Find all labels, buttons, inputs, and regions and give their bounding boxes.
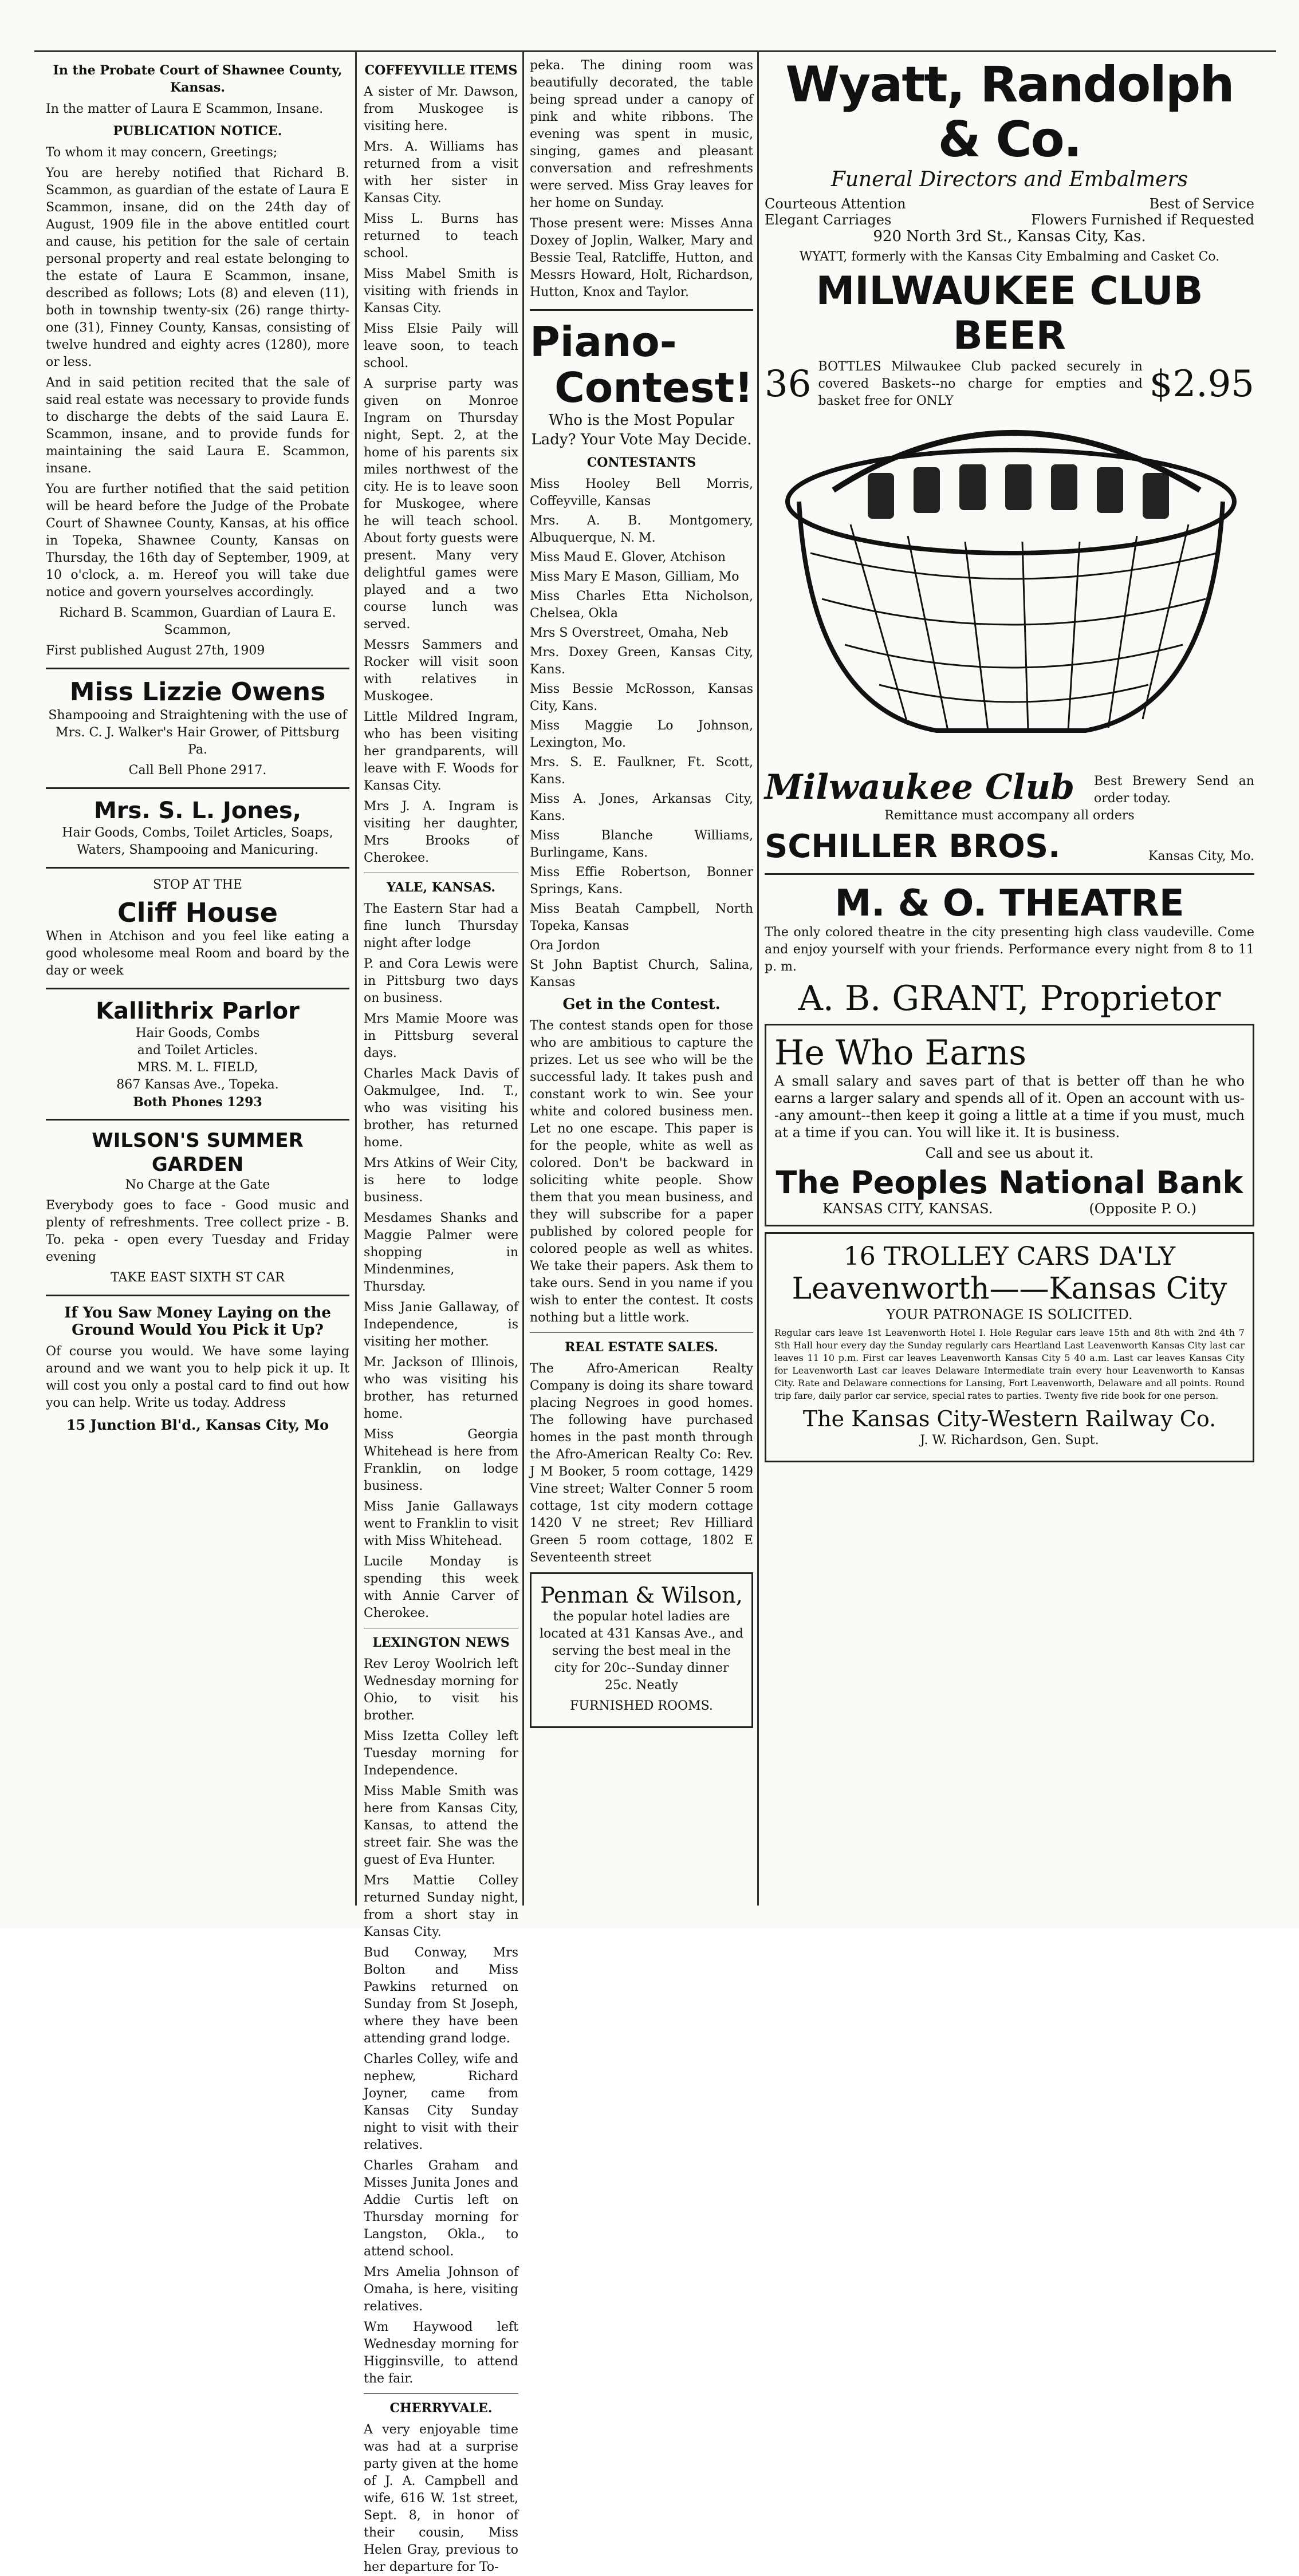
news-item: Little Mildred Ingram, who has been visiting her grandparents, will leave with F. Woods for Kansas City. xyxy=(364,710,518,793)
probate-matter: In the matter of Laura E Scammon, Insane. xyxy=(46,102,324,116)
earns-title: He Who Earns xyxy=(774,1033,1027,1073)
news-item: Mrs Mamie Moore was in Pittsburg several days. xyxy=(364,1012,518,1060)
probate-heading: In the Probate Court of Shawnee County, Kansas. xyxy=(53,63,343,95)
milwaukee-desc: BOTTLES Milwaukee Club packed securely in covered Baskets--no charge for empties and basket free for ONLY xyxy=(818,360,1143,408)
yale-heading: YALE, KANSAS. xyxy=(386,880,496,895)
jones-text: Hair Goods, Combs, Toilet Articles, Soaps, Waters, Shampooing and Manicuring. xyxy=(62,826,333,857)
column-1 xyxy=(46,57,349,1906)
milwaukee-title: MILWAUKEE CLUB BEER xyxy=(816,269,1203,358)
news-item: Mr. Jackson of Illinois, who was visiting his brother, has returned home. xyxy=(364,1355,518,1421)
theatre-title: M. & O. THEATRE xyxy=(834,882,1184,925)
milwaukee-club-row xyxy=(765,767,1254,807)
news-item: Miss Janie Gallaways went to Franklin to visit with Miss Whitehead. xyxy=(364,1500,518,1548)
cliff-stop: STOP AT THE xyxy=(153,878,242,892)
news-item: Charles Graham and Misses Junita Jones and Addie Curtis left on Thursday morning for Langston, Okla., to attend school. xyxy=(364,2159,518,2259)
news-item: Miss L. Burns has returned to teach school. xyxy=(364,212,518,261)
penman-box xyxy=(530,1572,753,1728)
kallithrix-line: and Toilet Articles. xyxy=(137,1043,258,1058)
get-in-contest: Get in the Contest. xyxy=(562,996,721,1013)
notice-published: First published August 27th, 1909 xyxy=(46,644,265,658)
cherryvale-heading: CHERRYVALE. xyxy=(389,2401,493,2416)
milwaukee-offer xyxy=(765,358,1254,410)
news-item: A surprise party was given on Monroe Ingram on Thursday night, Sept. 2, at the home of his parents six miles northwest of the city. He is to leave soon for Muskogee, where he will teach school. About forty guests were present. Many very delightful games were played and a two course lunch was served. xyxy=(364,377,518,632)
contest-title: Contest! xyxy=(554,364,753,412)
piano-title: Piano- xyxy=(530,318,677,366)
contestant-entry: St John Baptist Church, Salina, Kansas xyxy=(530,958,753,989)
news-item: Miss Mabel Smith is visiting with friends in Kansas City. xyxy=(364,267,518,315)
milwaukee-count: 36 xyxy=(765,363,812,405)
wilson-text: Everybody goes to face - Good music and plenty of refreshments. Tree collect prize - B. To. peka - open every Tuesday and Friday evening xyxy=(46,1198,349,1264)
who-popular: Who is the Most Popular Lady? Your Vote May Decide. xyxy=(531,412,752,448)
trolley-patronage: YOUR PATRONAGE IS SOLICITED. xyxy=(886,1307,1133,1323)
contestants-heading: CONTESTANTS xyxy=(586,455,696,470)
jones-title: Mrs. S. L. Jones, xyxy=(94,798,301,824)
wyatt-address: 920 North 3rd St., Kansas City, Kas. xyxy=(873,228,1146,245)
news-item: Mrs J. A. Ingram is visiting her daughter, Mrs Brooks of Cherokee. xyxy=(364,799,518,865)
column-rule xyxy=(757,52,759,1906)
column-4 xyxy=(765,57,1254,1906)
wyatt-line: Best of Service xyxy=(1149,196,1254,212)
theatre-text: The only colored theatre in the city presenting high class vaudeville. Come and enjoy yourself with your friends. Performance every night from 8 to 11 p. m. xyxy=(765,925,1254,974)
contestant-entry: Miss Maud E. Glover, Atchison xyxy=(530,550,726,565)
news-item: Miss Georgia Whitehead is here from Franklin, on lodge business. xyxy=(364,1427,518,1493)
wyatt-line: Courteous Attention xyxy=(765,196,906,212)
money-address: 15 Junction Bl'd., Kansas City, Mo xyxy=(66,1417,329,1433)
milwaukee-club-side: Best Brewery Send an order today. xyxy=(1094,774,1254,806)
beer-basket-illustration xyxy=(765,410,1254,765)
news-item: Wm Haywood left Wednesday morning for Higginsville, to attend the fair. xyxy=(364,2320,518,2386)
contestant-entry: Mrs S Overstreet, Omaha, Neb xyxy=(530,626,729,640)
cliff-text: When in Atchison and you feel like eating a good wholesome meal Room and board by the day or week xyxy=(46,929,349,978)
news-item: Miss Mable Smith was here from Kansas City, Kansas, to attend the street fair. She was the guest of Eva Hunter. xyxy=(364,1784,518,1867)
news-item: A very enjoyable time was had at a surprise party given at the home of J. A. Campbell and wife, 616 W. 1st street, Sept. 8, in honor of their cousin, Miss Helen Gray, previous to her departure for To- xyxy=(364,2423,518,2574)
contestant-entry: Miss Mary E Mason, Gilliam, Mo xyxy=(530,570,739,584)
notice-signature: Richard B. Scammon, Guardian of Laura E. Scammon, xyxy=(59,606,336,637)
top-rule xyxy=(34,50,1276,52)
bank-box xyxy=(765,1024,1254,1226)
wyatt-title: Wyatt, Randolph & Co. xyxy=(785,56,1234,168)
news-item: Mrs Amelia Johnson of Omaha, is here, visiting relatives. xyxy=(364,2265,518,2314)
trolley-company: The Kansas City-Western Railway Co. xyxy=(802,1406,1217,1431)
schiller-sub: Kansas City, Mo. xyxy=(1148,849,1254,863)
news-item: peka. The dining room was beautifully decorated, the table being spread under a canopy of pink and white ribbons. The evening was spent in music, singing, games and pleasant conversation and refreshments were served. Miss Gray leaves for her home on Sunday. xyxy=(530,58,753,210)
wilson-take: TAKE EAST SIXTH ST CAR xyxy=(111,1271,285,1285)
contestant-entry: Mrs. S. E. Faulkner, Ft. Scott, Kans. xyxy=(530,755,753,787)
news-item: Mrs Atkins of Weir City, is here to lodge business. xyxy=(364,1156,518,1205)
money-title: If You Saw Money Laying on the Ground Would You Pick it Up? xyxy=(64,1304,331,1339)
news-item: Mrs. A. Williams has returned from a visit with her sister in Kansas City. xyxy=(364,140,518,206)
contestants-list xyxy=(530,476,753,991)
contestant-entry: Miss Maggie Lo Johnson, Lexington, Mo. xyxy=(530,719,753,750)
contestant-entry: Mrs. Doxey Green, Kansas City, Kans. xyxy=(530,645,753,677)
wyatt-former: WYATT, formerly with the Kansas City Embalming and Casket Co. xyxy=(799,250,1220,264)
realestate-text: The Afro-American Realty Company is doing its share toward placing Negroes in good homes. The following have purchased homes in the past month through the Afro-American Realty Co: Rev. J M Booker, 5 room cottage, 1429 Vine street; Walter Conner 5 room cottage, 1st city modern cottage 1420 V ne street; Rev Hilliard Green 5 room cottage, 1802 E Seventeenth street xyxy=(530,1362,753,1565)
news-item: Those present were: Misses Anna Doxey of Joplin, Walker, Mary and Bessie Teal, Ratcliffe, Hutton, and Messrs Howard, Holt, Richardson, Hutton, Knox and Taylor. xyxy=(530,216,753,299)
lexington-heading: LEXINGTON NEWS xyxy=(372,1635,510,1650)
news-item: P. and Cora Lewis were in Pittsburg two days on business. xyxy=(364,957,518,1005)
news-item: Miss Izetta Colley left Tuesday morning for Independence. xyxy=(364,1729,518,1778)
news-item: Lucile Monday is spending this week with Annie Carver of Cherokee. xyxy=(364,1555,518,1620)
wyatt-line: Flowers Furnished if Requested xyxy=(1031,212,1254,228)
trolley-route: Leavenworth——Kansas City xyxy=(792,1272,1227,1306)
milwaukee-remit: Remittance must accompany all orders xyxy=(884,808,1135,823)
wilson-sub: No Charge at the Gate xyxy=(125,1178,270,1192)
notice-paragraph: And in said petition recited that the sale of said real estate was necessary to provide funds to discharge the debts of the said Laura E. Scammon, insane, and to provide funds for maintaining the said Laura E. Scammon, insane. xyxy=(46,376,349,476)
earns-call: Call and see us about it. xyxy=(925,1145,1094,1161)
kallithrix-line: MRS. M. L. FIELD, xyxy=(137,1060,258,1075)
news-item: Miss Janie Gallaway, of Independence, is visiting her mother. xyxy=(364,1300,518,1349)
owens-text: Shampooing and Straightening with the use of Mrs. C. J. Walker's Hair Grower, of Pittsburg Pa. xyxy=(48,708,347,757)
penman-title: Penman & Wilson, xyxy=(540,1583,743,1608)
news-item: Rev Leroy Woolrich left Wednesday morning for Ohio, to visit his brother. xyxy=(364,1657,518,1723)
trolley-text: Regular cars leave 1st Leavenworth Hotel I. Hole Regular cars leave 15th and 8th with 2nd 4th 7 Sth Hall hour every day the Sunday regularly cars Heartland Last Leavenworth Kansas City last car leaves 11 10 p.m. First car leaves Leavenworth Kansas City 5 40 a.m. Last car leaves Kansas City for Leavenworth Last car leaves Delaware Intermediate train every hour Leavenworth to Kansas City. Rate and Delaware connections for Lansing, Fort Leavenworth, Delaware and all points. Round trip fare, daily parlor car service, special rates to parties. Twenty five ride book for one person. xyxy=(774,1327,1245,1401)
peoples-bank-title: The Peoples National Bank xyxy=(776,1165,1243,1201)
notice-title: PUBLICATION NOTICE. xyxy=(113,124,282,139)
news-item: Bud Conway, Mrs Bolton and Miss Pawkins returned on Sunday from St Joseph, where they have been attending grand lodge. xyxy=(364,1946,518,2046)
kallithrix-line: Hair Goods, Combs xyxy=(135,1026,260,1040)
furnished-rooms: FURNISHED ROOMS. xyxy=(570,1699,713,1713)
schiller-row xyxy=(765,828,1254,865)
contestant-entry: Miss Blanche Williams, Burlingame, Kans. xyxy=(530,829,753,860)
contestant-entry: Miss Beatah Campbell, North Topeka, Kansas xyxy=(530,902,753,933)
news-item: The Eastern Star had a fine lunch Thursday night after lodge xyxy=(364,902,518,950)
coffeyville-heading: COFFEYVILLE ITEMS xyxy=(364,63,518,78)
wyatt-line: Elegant Carriages xyxy=(765,212,892,228)
contestant-entry: Miss Effie Robertson, Bonner Springs, Kans. xyxy=(530,865,753,897)
milwaukee-club: Milwaukee Club xyxy=(765,767,1075,807)
owens-title: Miss Lizzie Owens xyxy=(69,677,326,707)
penman-text: the popular hotel ladies are located at 431 Kansas Ave., and serving the best meal in the city for 20c--Sunday dinner 25c. Neatly xyxy=(540,1609,743,1693)
kallithrix-title: Kallithrix Parlor xyxy=(96,998,300,1024)
contestant-entry: Miss A. Jones, Arkansas City, Kans. xyxy=(530,792,753,823)
column-rule xyxy=(522,52,524,1906)
news-item: Charles Mack Davis of Oakmulgee, Ind. T., who was visiting his brother, has returned home. xyxy=(364,1067,518,1150)
cliff-title: Cliff House xyxy=(117,897,278,928)
trolley-box xyxy=(765,1232,1254,1462)
milwaukee-price: $2.95 xyxy=(1149,363,1254,405)
earns-text: A small salary and saves part of that is better off than he who earns a larger salary and spends all of it. Open an account with us--any amount--then keep it going a little at a time if you must, much at a time if you can. You will like it. It is business. xyxy=(774,1073,1245,1141)
contestant-entry: Ora Jordon xyxy=(530,938,600,953)
wilson-title: WILSON'S SUMMER GARDEN xyxy=(92,1129,304,1176)
news-item: Mesdames Shanks and Maggie Palmer were shopping in Mindenmines, Thursday. xyxy=(364,1211,518,1294)
news-item: Charles Colley, wife and nephew, Richard Joyner, came from Kansas City Sunday night to visit with their relatives. xyxy=(364,2052,518,2152)
schiller-title: SCHILLER BROS. xyxy=(765,828,1061,865)
peoples-city: KANSAS CITY, KANSAS. xyxy=(822,1201,993,1217)
column-3 xyxy=(530,57,753,1906)
news-item: Mrs Mattie Colley returned Sunday night, from a short stay in Kansas City. xyxy=(364,1873,518,1939)
contestant-entry: Miss Hooley Bell Morris, Coffeyville, Kansas xyxy=(530,477,753,508)
theatre-proprietor: A. B. GRANT, Proprietor xyxy=(798,979,1221,1019)
wyatt-row xyxy=(765,212,1254,228)
wyatt-row xyxy=(765,196,1254,212)
wyatt-subtitle: Funeral Directors and Embalmers xyxy=(830,168,1188,191)
realestate-heading: REAL ESTATE SALES. xyxy=(565,1340,718,1355)
peoples-bank-row xyxy=(774,1201,1245,1217)
column-rule xyxy=(355,52,357,1906)
kallithrix-line: 867 Kansas Ave., Topeka. xyxy=(116,1078,279,1092)
trolley-title: 16 TROLLEY CARS DA'LY xyxy=(843,1242,1176,1271)
news-item: A sister of Mr. Dawson, from Muskogee is visiting here. xyxy=(364,85,518,133)
owens-phone: Call Bell Phone 2917. xyxy=(128,763,267,778)
contestant-entry: Miss Bessie McRosson, Kansas City, Kans. xyxy=(530,682,753,713)
contestant-entry: Miss Charles Etta Nicholson, Chelsea, Okla xyxy=(530,589,753,621)
news-item: Miss Elsie Paily will leave soon, to teach school. xyxy=(364,322,518,370)
contest-text: The contest stands open for those who are ambitious to capture the prizes. Let us see who will be the successful lady. It takes push and constant work to win. See your white and colored business men. Let no one escape. This paper is for the people, white as well as colored. Don't be backward in soliciting white people. Show them that you mean business, and they will subscribe for a paper published by colored people for colored people as well as whites. We take their papers. Ask them to take ours. Send in you name if you wish to enter the contest. It costs nothing but a little work. xyxy=(530,1019,753,1325)
notice-paragraph: You are further notified that the said petition will be heard before the Judge of the Probate Court of Shawnee County, Kansas, at his office in Topeka, Shawnee County, Kansas on Thursday, the 16th day of September, 1909, at 10 o'clock, a. m. Hereof you will take due notice and govern yourselves accordingly. xyxy=(46,482,349,599)
column-2 xyxy=(364,57,518,2574)
kallithrix-line: Both Phones 1293 xyxy=(133,1095,262,1110)
notice-paragraph: You are hereby notified that Richard B. Scammon, as guardian of the estate of Laura E Scammon, insane, did on the 24th day of August, 1909 file in the above entitled court and cause, his petition for the sale of certain personal property and real estate belonging to the estate of Laura E Scammon, insane, described as follows; Lots (8) and eleven (11), both in township twenty-six (26) range thirty-one (31), Finney County, Kansas, consisting of twelve hundred and eighty acres (1280), more or less. xyxy=(46,166,349,369)
trolley-supt: J. W. Richardson, Gen. Supt. xyxy=(920,1433,1099,1447)
news-item: Messrs Sammers and Rocker will visit soon with relatives in Muskogee. xyxy=(364,638,518,704)
notice-salutation: To whom it may concern, Greetings; xyxy=(46,145,278,160)
contestant-entry: Mrs. A. B. Montgomery, Albuquerque, N. M. xyxy=(530,514,753,545)
peoples-opposite: (Opposite P. O.) xyxy=(1089,1201,1196,1217)
money-text: Of course you would. We have some laying around and we want you to help pick it up. It will cost you only a postal card to find out how you can help. Write us today. Address xyxy=(46,1344,349,1410)
